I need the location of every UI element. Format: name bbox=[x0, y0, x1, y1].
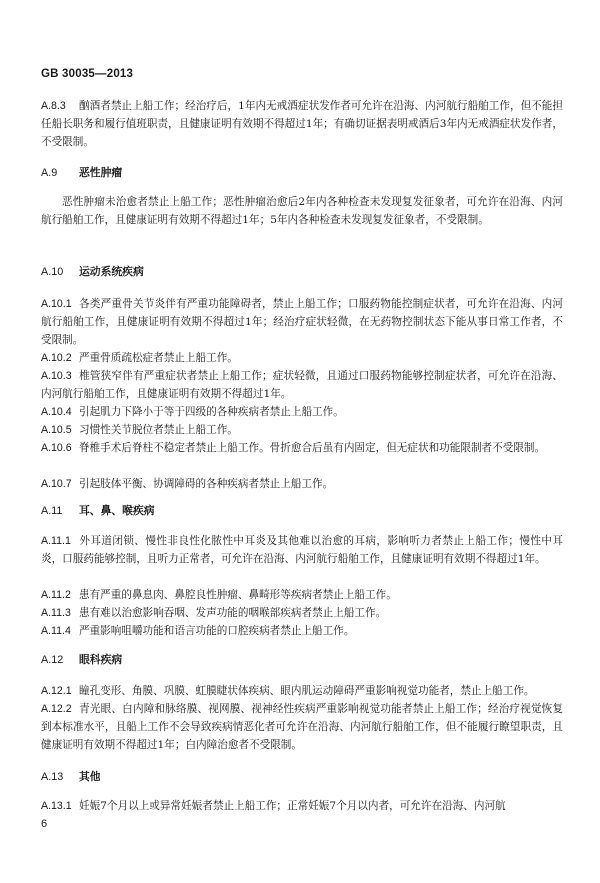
clause-number: A.10.5 bbox=[41, 424, 72, 436]
clause-number: A.10.1 bbox=[41, 298, 72, 310]
clause-text: 习惯性关节脱位者禁止上船工作。 bbox=[79, 424, 238, 436]
section-number: A.10 bbox=[41, 266, 64, 278]
clause-text: 患有严重的鼻息肉、鼻腔良性肿瘤、鼻畸形等疾病者禁止上船工作。 bbox=[79, 589, 397, 601]
clause-number: A.11.1 bbox=[41, 535, 71, 547]
clause-number: A.8.3 bbox=[41, 100, 66, 112]
clause-number: A.10.3 bbox=[41, 370, 72, 382]
page-number: 6 bbox=[41, 818, 48, 830]
clause-number: A.13.1 bbox=[41, 800, 72, 812]
section-heading-a12 bbox=[41, 652, 122, 667]
clause-a12-2 bbox=[41, 700, 563, 754]
clause-number: A.10.2 bbox=[41, 352, 72, 364]
clause-number: A.10.6 bbox=[41, 442, 72, 454]
clause-text: 脊椎手术后脊柱不稳定者禁止上船工作。骨折愈合后虽有内固定，但无症状和功能限制者不受限制。 bbox=[79, 442, 546, 454]
clause-a11-3 bbox=[41, 604, 563, 622]
clause-a10-4 bbox=[41, 403, 563, 421]
clause-text: 青光眼、白内障和脉络膜、视网膜、视神经性疾病严重影响视觉功能者禁止上船工作；经治疗视觉恢复到本标准水平，且船上工作不会导致疾病情恶化者可允许在沿海、内河航行船舶工作，但不能履行瞭望职责，且健康证明有效期不得超过1年；白内障治愈者不受限制。 bbox=[41, 703, 563, 751]
clause-text: 严重影响咀嚼功能和语言功能的口腔疾病者禁止上船工作。 bbox=[79, 625, 355, 637]
clause-a10-3 bbox=[41, 367, 563, 403]
clause-text: 椎管狭窄伴有严重症状者禁止上船工作；症状轻微，且通过口服药物能够控制症状者，可允许在沿海、内河航行船舶工作，且健康证明有效期不得超过1年。 bbox=[41, 370, 563, 400]
section-heading-a11 bbox=[41, 503, 155, 518]
standard-code: GB 30035—2013 bbox=[41, 68, 134, 80]
clause-a10-7 bbox=[41, 475, 563, 493]
clause-a10-1 bbox=[41, 295, 563, 349]
section-title: 恶性肿瘤 bbox=[79, 166, 123, 179]
clause-text: 酗酒者禁止上船工作；经治疗后，1年内无戒酒症状发作者可允许在沿海、内河航行船舶工作，但不能担任船长职务和履行值班职责，且健康证明有效期不得超过1年；有确切证据表明戒酒后3年内无戒酒症状发作者，不受限制。 bbox=[41, 100, 563, 148]
clause-text: 严重骨质疏松症者禁止上船工作。 bbox=[79, 352, 238, 364]
clause-number: A.10.4 bbox=[41, 406, 72, 418]
clause-a11-2 bbox=[41, 586, 563, 604]
clause-text: 引起肢体平衡、协调障碍的各种疾病者禁止上船工作。 bbox=[79, 478, 334, 490]
paragraph-a9: 恶性肿瘤未治愈者禁止上船工作；恶性肿瘤治愈后2年内各种检查未发现复发征象者，可允许在沿海、内河航行船舶工作，且健康证明有效期不得超过1年；5年内各种检查未发现复发征象者，不受限制。 bbox=[41, 196, 563, 226]
clause-text: 瞳孔变形、角膜、巩膜、虹膜睫状体疾病、眼内肌运动障碍严重影响视觉功能者，禁止上船工作。 bbox=[79, 685, 535, 697]
section-title: 眼科疾病 bbox=[79, 653, 123, 666]
section-heading-a9 bbox=[41, 165, 122, 180]
clause-a8-3 bbox=[41, 97, 563, 151]
clause-a13-1 bbox=[41, 797, 563, 815]
clause-text: 妊娠7个月以上或异常妊娠者禁止上船工作；正常妊娠7个月以内者，可允许在沿海、内河航 bbox=[79, 800, 506, 812]
clause-a10-6 bbox=[41, 439, 563, 457]
clause-a11-1 bbox=[41, 532, 563, 568]
clause-text: 引起肌力下降小于等于四级的各种疾病者禁止上船工作。 bbox=[79, 406, 344, 418]
section-title: 其他 bbox=[79, 770, 101, 783]
section-number: A.13 bbox=[41, 771, 64, 783]
section-number: A.9 bbox=[41, 167, 58, 179]
clause-number: A.12.2 bbox=[41, 703, 72, 715]
clause-a10-5 bbox=[41, 421, 563, 439]
clause-number: A.11.4 bbox=[41, 625, 71, 637]
clause-text: 各类严重骨关节炎伴有严重功能障碍者，禁止上船工作；口服药物能控制症状者，可允许在沿海、内河航行船舶工作，且健康证明有效期不得超过1年；经治疗症状轻微，在无药物控制状态下能从事日常工作者，不受限制。 bbox=[41, 298, 563, 346]
section-heading-a13 bbox=[41, 769, 101, 784]
clause-number: A.12.1 bbox=[41, 685, 72, 697]
section-number: A.12 bbox=[41, 654, 64, 666]
clause-text: 外耳道闭锁、慢性非良性化脓性中耳炎及其他难以治愈的耳病，影响听力者禁止上船工作；慢性中耳炎，口服药能够控制，且听力正常者，可允许在沿海、内河航行船舶工作，且健康证明有效期不得超过1年。 bbox=[41, 535, 563, 565]
clause-a12-1 bbox=[41, 682, 563, 700]
clause-number: A.11.3 bbox=[41, 607, 71, 619]
clause-a11-4 bbox=[41, 622, 563, 640]
clause-text: 患有难以治愈影响吞咽、发声功能的咽喉部疾病者禁止上船工作。 bbox=[79, 607, 387, 619]
section-heading-a10 bbox=[41, 264, 144, 279]
section-title: 运动系统疾病 bbox=[79, 265, 144, 278]
clause-number: A.11.2 bbox=[41, 589, 71, 601]
section-title: 耳、鼻、喉疾病 bbox=[79, 504, 155, 517]
section-number: A.11 bbox=[41, 505, 63, 517]
clause-number: A.10.7 bbox=[41, 478, 72, 490]
clause-a10-2 bbox=[41, 349, 563, 367]
